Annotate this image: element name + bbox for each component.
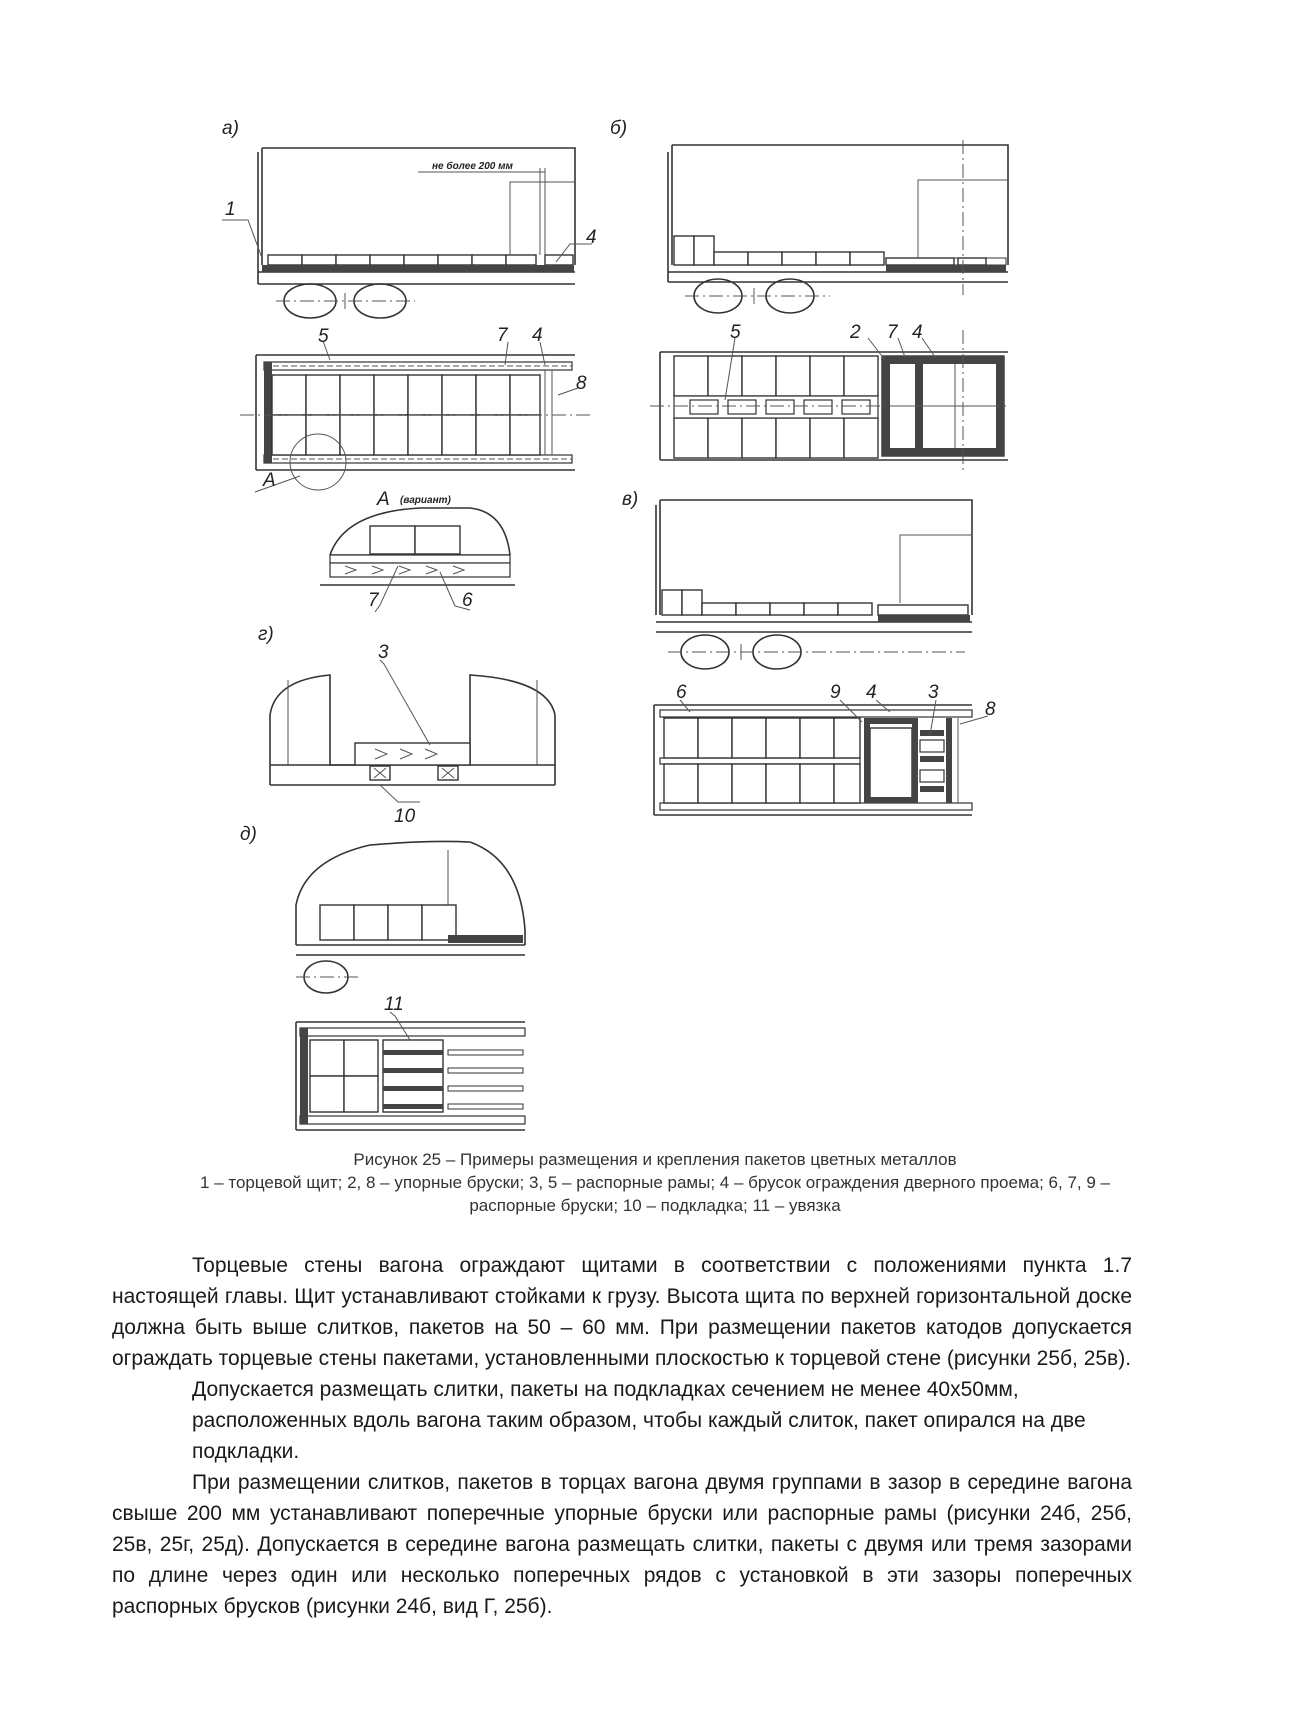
panel-a-side-view bbox=[222, 148, 597, 318]
callout-2-b: 2 bbox=[850, 322, 861, 343]
panel-d-plan-view bbox=[296, 994, 525, 1130]
panel-label-v: в) bbox=[622, 489, 639, 510]
paragraph-1: Торцевые стены вагона ограждают щитами в соответствии с положениями пункта 1.7 настоящей главы. Щит устанавливают стойками к грузу. Высота щита по верхней горизонтальной доске должна быть выше слитков, пакетов на 50 – 60 мм. При размещении пакетов катодов допускается ограждать торцевые стены пакетами, установленными плоскостью к торцевой стене (рисунки 25б, 25в). bbox=[112, 1254, 1132, 1370]
callout-A: А bbox=[263, 470, 276, 491]
callout-5-b: 5 bbox=[730, 322, 741, 343]
panel-v-side-view bbox=[656, 500, 972, 669]
figure-caption bbox=[100, 1148, 1210, 1217]
callout-7: 7 bbox=[497, 325, 508, 346]
view-a-label: А bbox=[377, 489, 390, 510]
panel-a-plan-view bbox=[240, 325, 590, 492]
panel-label-g: г) bbox=[258, 624, 274, 645]
callout-4-plan: 4 bbox=[532, 325, 543, 346]
panel-g-view bbox=[270, 642, 555, 827]
callout-4-v: 4 bbox=[866, 682, 877, 703]
callout-7-va: 7 bbox=[368, 590, 379, 611]
caption-legend-line1: 1 – торцевой щит; 2, 8 – упорные бруски; 3, 5 – распорные рамы; 4 – брусок ограждения дверного проема; 6, 7, 9 – bbox=[200, 1173, 1110, 1192]
paragraph-3: При размещении слитков, пакетов в торцах вагона двумя группами в зазор в середине вагона свыше 200 мм устанавливают поперечные упорные бруски или распорные рамы (рисунки 24б, 25б, 25в, 25г, 25д). Допускается в середине вагона размещать слитки, пакеты с двумя или тремя зазорами по длине через один или несколько поперечных рядов с установкой в эти зазоры поперечных распорных брусков (рисунки 24б, вид Г, 25б). bbox=[112, 1471, 1132, 1618]
callout-10: 10 bbox=[394, 806, 416, 827]
callout-8-v: 8 bbox=[985, 699, 996, 720]
body-text bbox=[112, 1250, 1132, 1622]
panel-v-plan-view bbox=[654, 682, 996, 815]
view-a-note: (вариант) bbox=[400, 495, 451, 506]
callout-8: 8 bbox=[576, 373, 587, 394]
panel-b-plan-view bbox=[650, 322, 1010, 470]
panel-label-b: б) bbox=[610, 118, 628, 139]
callout-7-b: 7 bbox=[887, 322, 898, 343]
caption-title: Рисунок 25 – Примеры размещения и крепления пакетов цветных металлов bbox=[353, 1150, 957, 1169]
panel-d-side-view bbox=[296, 841, 525, 993]
view-a-variant bbox=[320, 489, 515, 612]
panel-label-d: д) bbox=[240, 824, 257, 845]
callout-4: 4 bbox=[586, 227, 597, 248]
callout-6-va: 6 bbox=[462, 590, 473, 611]
dimension-note: не более 200 мм bbox=[432, 161, 513, 172]
panel-b-side-view bbox=[668, 140, 1008, 313]
paragraph-2: Допускается размещать слитки, пакеты на подкладках сечением не менее 40х50мм, расположенных вдоль вагона таким образом, чтобы каждый слиток, пакет опирался на две подкладки. bbox=[192, 1378, 1086, 1463]
callout-1: 1 bbox=[225, 199, 236, 220]
callout-11: 11 bbox=[384, 994, 404, 1015]
callout-5: 5 bbox=[318, 326, 329, 347]
callout-6-v: 6 bbox=[676, 682, 687, 703]
callout-3-v: 3 bbox=[928, 682, 939, 703]
callout-9-v: 9 bbox=[830, 682, 841, 703]
panel-label-a: а) bbox=[222, 118, 239, 139]
callout-4-b: 4 bbox=[912, 322, 923, 343]
caption-legend-line2: распорные бруски; 10 – подкладка; 11 – увязка bbox=[469, 1196, 841, 1215]
callout-3-g: 3 bbox=[378, 642, 389, 663]
